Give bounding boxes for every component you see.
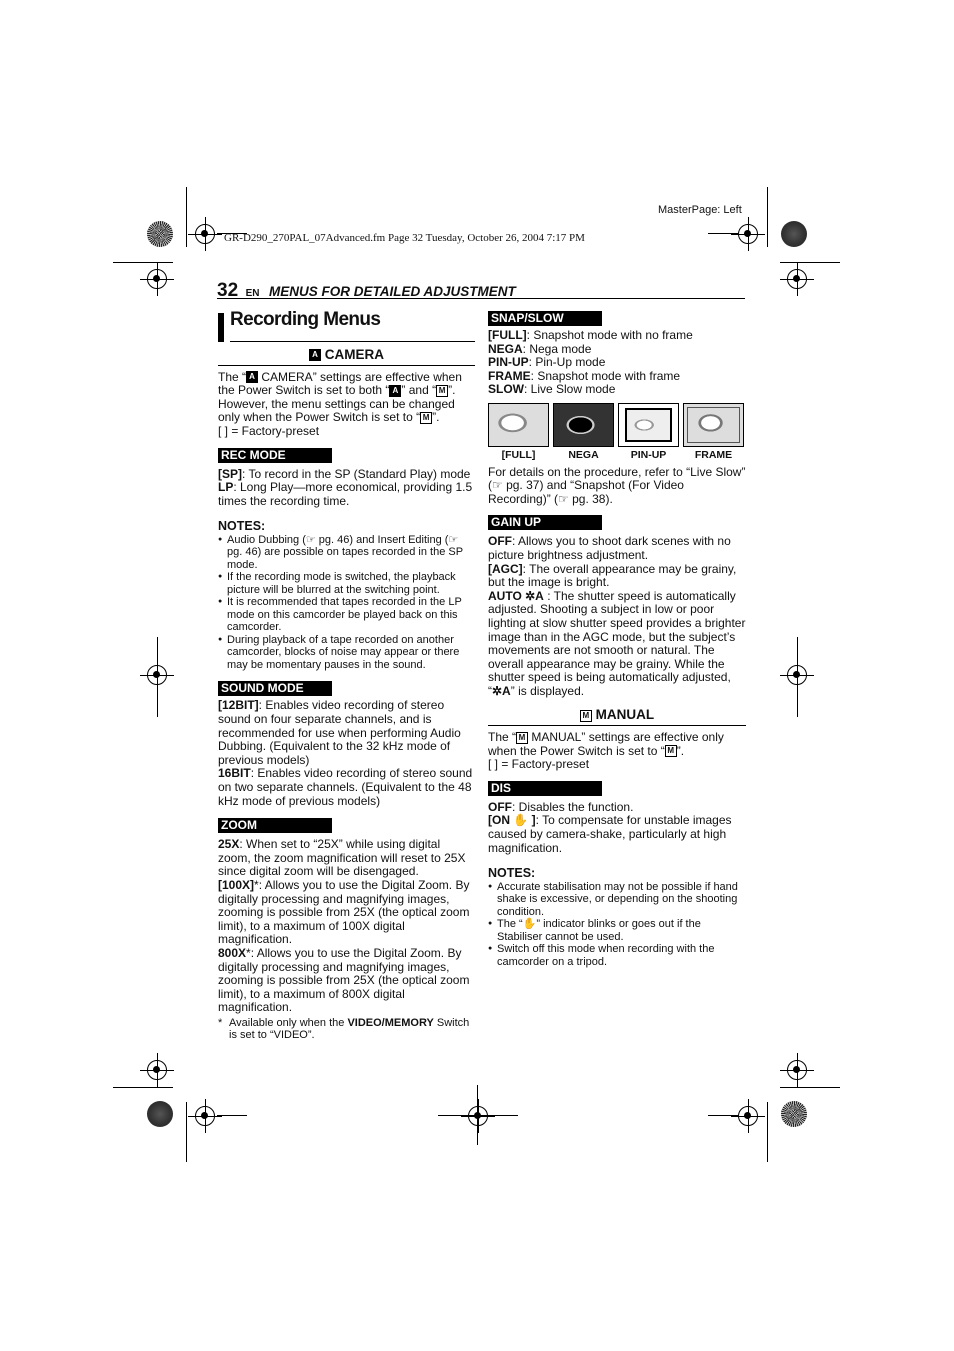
effect-thumbnails xyxy=(488,403,746,447)
right-column xyxy=(488,311,746,968)
dis-off: OFF: Disables the function. xyxy=(488,799,634,814)
thumbnail-label: PIN-UP xyxy=(630,448,667,461)
registration-mark-icon xyxy=(738,224,758,244)
color-wheel-icon xyxy=(781,1101,807,1127)
language-tag: EN xyxy=(245,288,260,299)
left-column xyxy=(218,309,475,1042)
note-item: ● If the recording mode is switched, the playback picture will be blurred at the switching point. xyxy=(218,571,475,596)
notes-list xyxy=(218,534,475,672)
snap-slow: SLOW: Live Slow mode xyxy=(488,382,616,397)
crop-mark xyxy=(767,187,768,247)
page-title: Recording Menus xyxy=(230,309,381,330)
zoom-100x: [100X]*: Allows you to use the Digital Zoom. By digitally processing and magnifying images, zooming is possible from 25X (the optical zoom limit), to a maximum of 100X digital magnification. xyxy=(218,877,470,947)
gain-agc: [AGC]: The overall appearance may be grainy, but the image is bright. xyxy=(488,561,737,590)
snap-frame: FRAME: Snapshot mode with frame xyxy=(488,368,681,383)
frame-thumbnail xyxy=(683,403,744,447)
crop-mark xyxy=(186,1102,187,1162)
crop-mark xyxy=(780,262,840,263)
note-item: ● Audio Dubbing (☞ pg. 46) and Insert Editing (☞ pg. 46) are possible on tapes recorded in the SP mode. xyxy=(218,534,475,572)
manual-mode-icon: M xyxy=(420,412,432,424)
sound-mode-16bit: 16BIT: Enables video recording of stereo sound on two separate channels. (Equivalent to the 48 kHz mode of previous models) xyxy=(218,766,473,808)
section-title xyxy=(218,309,475,342)
nega-thumbnail xyxy=(553,403,614,447)
crop-mark xyxy=(186,187,187,247)
thumbnail-label: NEGA xyxy=(568,448,599,461)
registration-mark-icon xyxy=(147,1060,167,1080)
manual-mode-icon: M xyxy=(580,710,592,722)
note-item: ● It is recommended that tapes recorded in the LP mode on this camcorder be played back on this camcorder. xyxy=(218,596,475,634)
snap-nega: NEGA: Nega mode xyxy=(488,341,592,356)
auto-mode-icon: A xyxy=(309,349,321,361)
title-bar-marker xyxy=(218,313,224,342)
notes-list xyxy=(488,881,746,969)
sound-mode-bar: SOUND MODE xyxy=(218,681,332,696)
color-wheel-icon xyxy=(147,221,173,247)
snap-pinup: PIN-UP: Pin-Up mode xyxy=(488,355,606,370)
stabiliser-icon: ✋ xyxy=(513,813,529,828)
note-item: ● The “✋” indicator blinks or goes out if the Stabiliser cannot be used. xyxy=(488,918,746,943)
snap-slow-bar: SNAP/SLOW xyxy=(488,311,602,326)
dis-on: [ON ✋ ]: To compensate for unstable images caused by camera-shake, particularly at high magnification. xyxy=(488,813,732,855)
rec-mode-sp: [SP]: To record in the SP (Standard Play) mode xyxy=(218,466,471,481)
file-info-line: GR-D290_270PAL_07Advanced.fm Page 32 Tuesday, October 26, 2004 7:17 PM xyxy=(224,232,585,244)
registration-mark-icon xyxy=(738,1106,758,1126)
crop-mark xyxy=(780,1087,840,1088)
page-header xyxy=(217,280,745,299)
zoom-25x: 25X: When set to “25X” while using digital zoom, the zoom magnification will reset to 25X since digital zoom will be disengaged. xyxy=(218,837,466,879)
factory-preset-note: [ ] = Factory-preset xyxy=(218,423,320,438)
manual-mode-icon: M xyxy=(665,745,677,757)
crop-mark xyxy=(113,262,173,263)
registration-mark-icon xyxy=(147,665,167,685)
masterpage-label: MasterPage: Left xyxy=(658,204,742,216)
snap-full: [FULL]: Snapshot mode with no frame xyxy=(488,328,693,342)
registration-mark-icon xyxy=(147,269,167,289)
gain-auto: AUTO ✲A : The shutter speed is automatically adjusted. Shooting a subject in low or poor lighting at slow shutter speed provides a brighter image than in the AGC mode, but the subject’s movements are not smooth or natural. The overall appearance may be grainy. While the shutter speed is being automatically adjusted, “✲A” is displayed. xyxy=(488,588,746,698)
gain-off: OFF: Allows you to shoot dark scenes with no picture brightness adjustment. xyxy=(488,534,731,562)
zoom-bar: ZOOM xyxy=(218,818,332,833)
sound-mode-12bit: [12BIT]: Enables video recording of stereo sound on four separate channels, and is recommended for use when performing Audio Dubbing. (Equivalent to the 32 kHz mode of previous models) xyxy=(218,698,461,767)
manual-mode-icon: M xyxy=(516,732,528,744)
notes-heading: NOTES: xyxy=(218,519,266,534)
registration-mark-icon xyxy=(787,269,807,289)
manual-factory-note: [ ] = Factory-preset xyxy=(488,757,590,772)
page-number: 32 xyxy=(217,280,239,301)
auto-mode-icon: A xyxy=(246,371,258,383)
auto-gain-icon: ✲A xyxy=(492,683,511,698)
snap-details: For details on the procedure, refer to “Live Slow” (☞ pg. 37) and “Snapshot (For Video Recording)” (☞ pg. 38). xyxy=(488,464,746,506)
chapter-title: MENUS FOR DETAILED ADJUSTMENT xyxy=(268,284,516,299)
notes-heading: NOTES: xyxy=(488,866,536,881)
crop-mark xyxy=(113,1087,173,1088)
zoom-footnote: * Available only when the VIDEO/MEMORY Switch is set to “VIDEO”. xyxy=(218,1016,470,1042)
pinup-thumbnail xyxy=(618,403,679,447)
grey-target-icon xyxy=(147,1101,173,1127)
zoom-800x: 800X*: Allows you to use the Digital Zoom. By digitally processing and magnifying images, zooming is possible from 25X (the optical zoom limit), to a maximum of 800X digital magnification. xyxy=(218,945,470,1015)
registration-mark-icon xyxy=(468,1106,488,1126)
thumbnail-label: [FULL] xyxy=(501,448,536,461)
note-item: ● Switch off this mode when recording with the camcorder on a tripod. xyxy=(488,943,746,968)
registration-mark-icon xyxy=(787,665,807,685)
camera-intro: The “ A CAMERA” settings are effective when the Power Switch is set to both “ A ” and “ M ”. However, the menu settings can be changed only when the Power Switch is set to “ M ”. xyxy=(218,369,462,425)
camera-heading xyxy=(218,348,475,366)
rec-mode-lp: LP: Long Play—more economical, providing 1.5 times the recording time. xyxy=(218,480,473,508)
camera-heading-text: CAMERA xyxy=(324,347,384,362)
registration-mark-icon xyxy=(787,1060,807,1080)
gain-up-bar: GAIN UP xyxy=(488,515,602,530)
thumbnail-labels xyxy=(488,449,746,463)
thumbnail-label: FRAME xyxy=(694,448,733,461)
manual-mode-icon: M xyxy=(436,385,448,397)
manual-heading-text: MANUAL xyxy=(595,707,655,723)
manual-intro: The “ M MANUAL” settings are effective only when the Power Switch is set to “ M ”. xyxy=(488,730,724,758)
note-item: ● Accurate stabilisation may not be possible if hand shake is excessive, or depending on the shooting condition. xyxy=(488,881,746,919)
dis-bar: DIS xyxy=(488,781,602,796)
full-thumbnail xyxy=(488,403,549,447)
registration-mark-icon xyxy=(195,224,215,244)
auto-mode-icon: A xyxy=(389,385,401,397)
note-item: ● During playback of a tape recorded on another camcorder, blocks of noise may appear or there may be momentary pauses in the sound. xyxy=(218,634,475,672)
grey-target-icon xyxy=(781,221,807,247)
auto-gain-icon: ✲A xyxy=(525,588,544,603)
manual-heading xyxy=(488,708,746,726)
rec-mode-bar: REC MODE xyxy=(218,448,332,463)
registration-mark-icon xyxy=(195,1106,215,1126)
crop-mark xyxy=(767,1102,768,1162)
